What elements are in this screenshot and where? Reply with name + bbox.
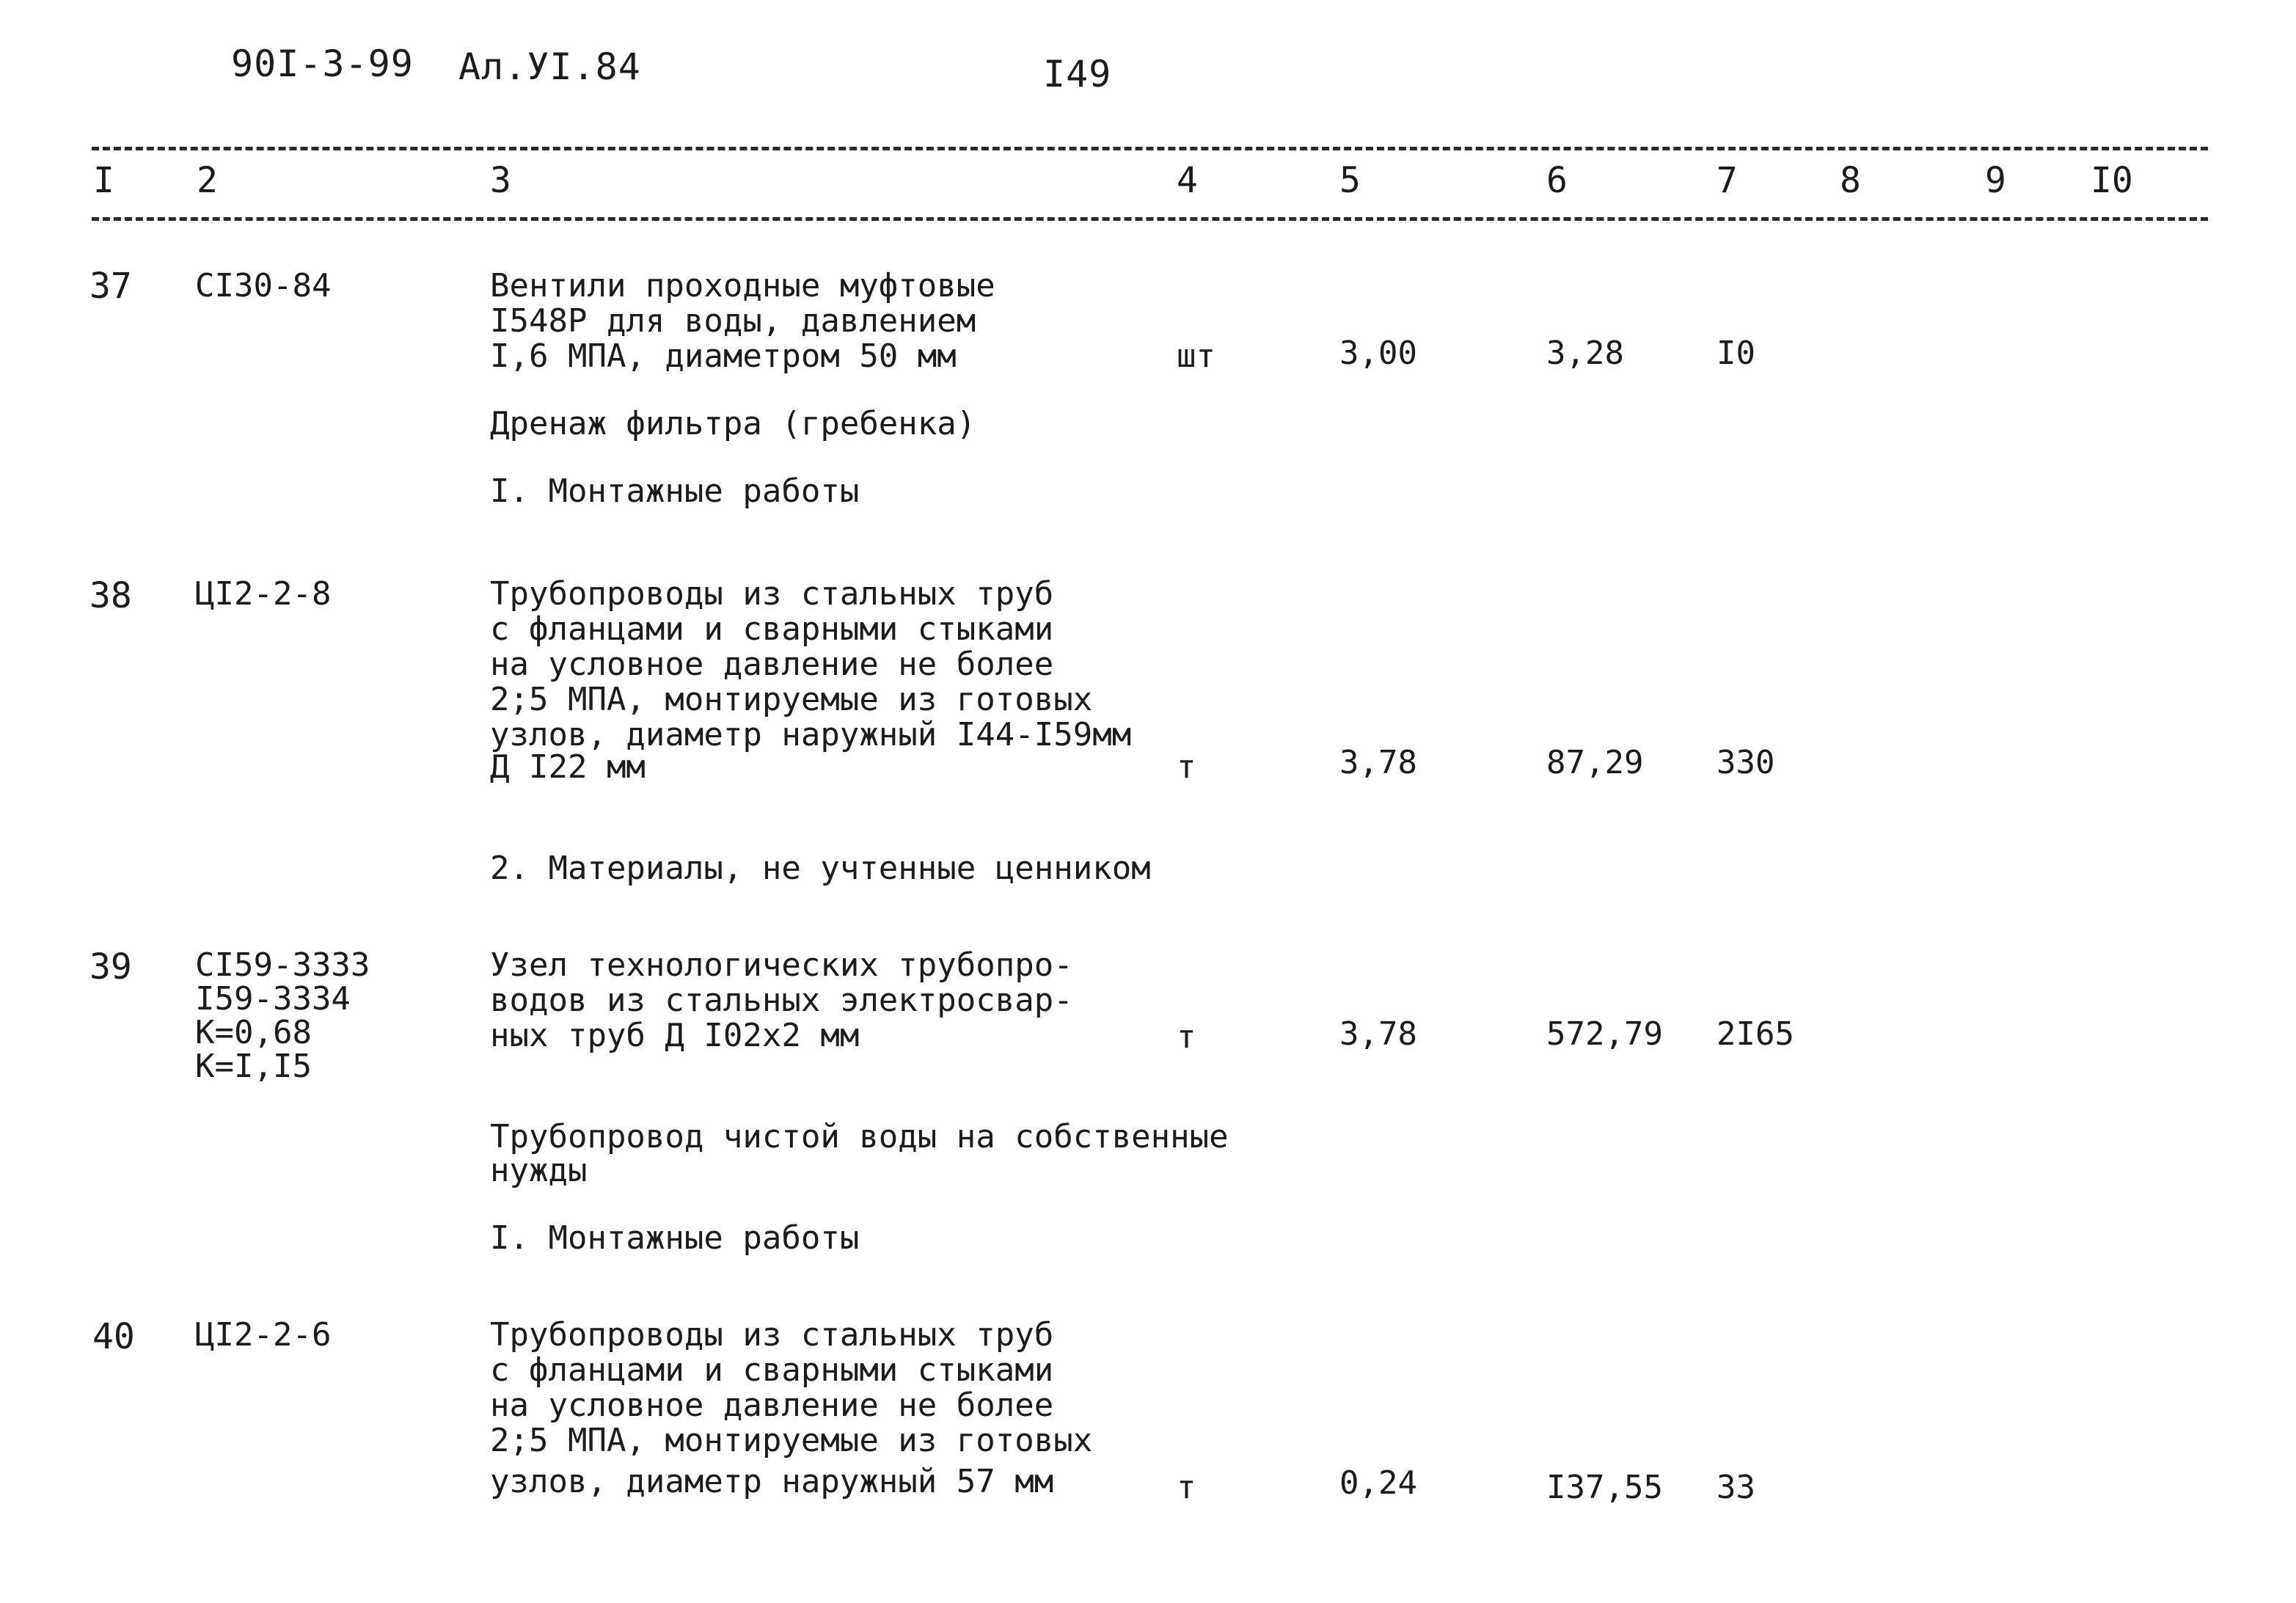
rate-code: I59-3334	[195, 980, 351, 1018]
column-header-1: I	[93, 160, 114, 201]
column-header-2: 2	[197, 160, 218, 201]
table-header-rule	[92, 217, 2208, 221]
description-line: Трубопроводы из стальных труб	[490, 1316, 1054, 1354]
row-number: 39	[89, 946, 132, 987]
section-heading: Трубопровод чистой воды на собственные	[490, 1118, 1229, 1155]
unit-of-measure: т	[1177, 1469, 1196, 1506]
description-line: узлов, диаметр наружный I44-I59мм	[490, 716, 1132, 753]
column-header-4: 4	[1177, 160, 1198, 201]
unit-of-measure: шт	[1177, 337, 1215, 375]
section-heading: I. Монтажные работы	[490, 1219, 860, 1257]
row-number: 40	[92, 1316, 135, 1357]
page-number: I49	[1043, 53, 1112, 95]
description-line: Трубопроводы из стальных труб	[490, 575, 1054, 613]
description-line: водов из стальных электросвар-	[490, 982, 1073, 1019]
rate-coefficient: К=0,68	[195, 1014, 312, 1051]
document-code: 90I-3-99	[231, 43, 414, 85]
table-top-rule	[92, 147, 2208, 150]
unit-price: I37,55	[1546, 1469, 1663, 1506]
section-heading: I. Монтажные работы	[490, 472, 860, 510]
column-header-10: I0	[2091, 160, 2133, 201]
rate-code: CI59-3333	[195, 946, 370, 984]
row-number: 38	[89, 575, 132, 616]
column-header-9: 9	[1985, 160, 2006, 201]
total-cost: 2I65	[1716, 1015, 1794, 1053]
column-header-3: 3	[490, 160, 511, 201]
column-header-5: 5	[1339, 160, 1361, 201]
section-heading: Дренаж фильтра (гребенка)	[490, 405, 976, 442]
section-heading: 2. Материалы, не учтенные ценником	[490, 850, 1151, 887]
description-line: Д I22 мм	[490, 748, 646, 786]
unit-price: 3,28	[1546, 335, 1624, 372]
column-header-8: 8	[1840, 160, 1861, 201]
description-line: I,6 МПА, диаметром 50 мм	[490, 337, 957, 375]
description-line: с фланцами и сварными стыками	[490, 610, 1054, 648]
unit-of-measure: т	[1177, 748, 1196, 786]
unit-price: 572,79	[1546, 1015, 1663, 1053]
description-line: 2;5 МПА, монтируемые из готовых	[490, 681, 1093, 718]
description-line: Узел технологических трубопро-	[490, 946, 1073, 984]
total-cost: I0	[1716, 335, 1755, 372]
row-number: 37	[89, 266, 132, 307]
description-line: на условное давление не более	[490, 646, 1054, 683]
description-line: на условное давление не более	[490, 1387, 1054, 1424]
rate-coefficient: К=I,I5	[195, 1048, 312, 1085]
rate-code: ЦI2-2-6	[195, 1316, 332, 1354]
description-line: I548P для воды, давлением	[490, 302, 976, 340]
description-line: узлов, диаметр наружный 57 мм	[490, 1463, 1054, 1500]
rate-code: ЦI2-2-8	[195, 575, 332, 613]
section-heading-continued: нужды	[490, 1152, 588, 1189]
total-cost: 33	[1716, 1469, 1755, 1506]
unit-price: 87,29	[1546, 744, 1644, 781]
quantity: 0,24	[1339, 1464, 1417, 1502]
column-header-6: 6	[1546, 160, 1568, 201]
column-header-7: 7	[1716, 160, 1738, 201]
unit-of-measure: т	[1177, 1018, 1196, 1056]
description-line: с фланцами и сварными стыками	[490, 1351, 1054, 1389]
description-line: Вентили проходные муфтовые	[490, 267, 995, 304]
quantity: 3,78	[1339, 1015, 1417, 1053]
total-cost: 330	[1716, 744, 1775, 781]
quantity: 3,00	[1339, 335, 1417, 372]
rate-code: CI30-84	[195, 267, 332, 304]
description-line: ных труб Д I02х2 мм	[490, 1017, 860, 1054]
quantity: 3,78	[1339, 744, 1417, 781]
description-line: 2;5 МПА, монтируемые из готовых	[490, 1422, 1093, 1459]
album-number: Ал.УI.84	[458, 45, 641, 88]
